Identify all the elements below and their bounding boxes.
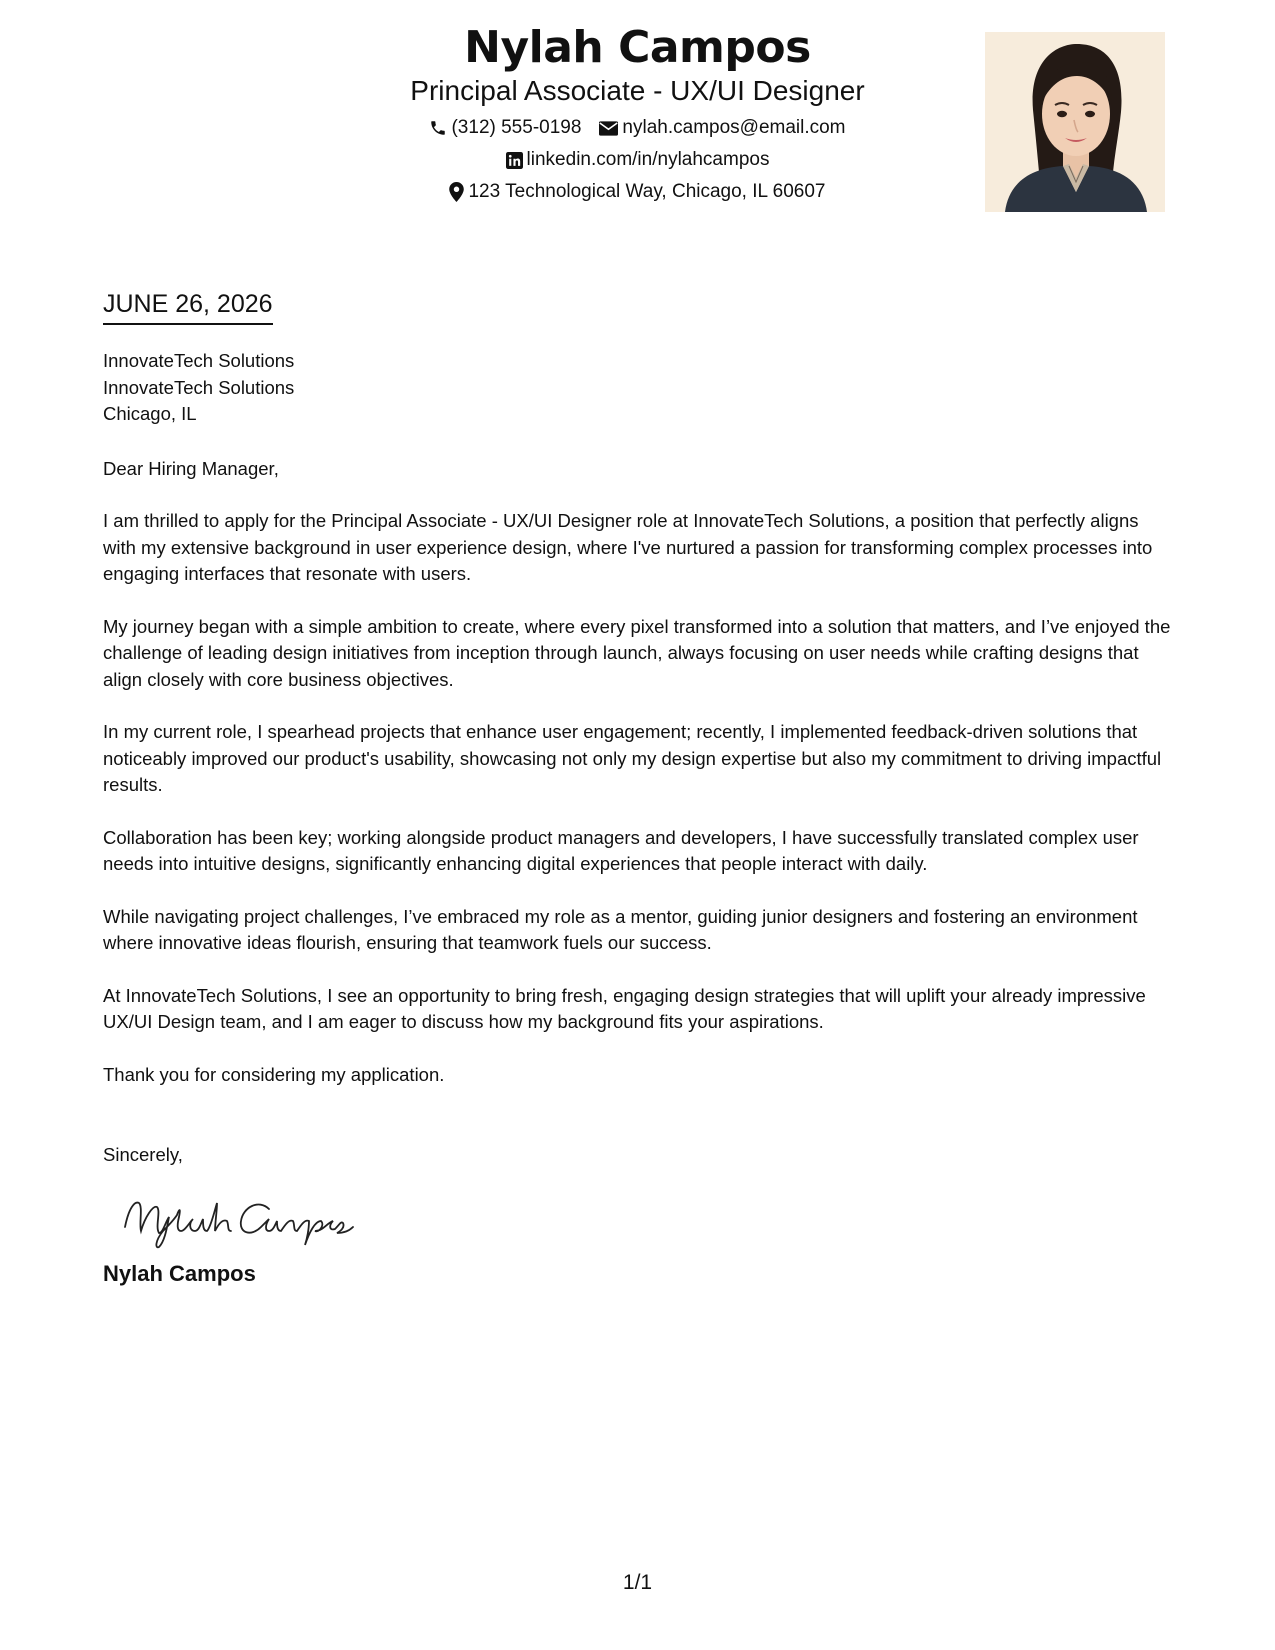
phone-icon [429, 119, 447, 137]
linkedin-contact[interactable] [506, 148, 770, 172]
phone-text: (312) 555-0198 [451, 117, 582, 138]
body-paragraph: My journey began with a simple ambition to create, where every pixel transformed into a solution that matters, and I’ve enjoyed the challenge of leading design initiatives from inception through launch, always focusing on user needs while crafting designs that align closely with core business objectives. [103, 615, 1171, 690]
envelope-icon [599, 121, 618, 136]
linkedin-icon [506, 152, 523, 169]
phone-contact [429, 116, 581, 140]
address-text: 123 Technological Way, Chicago, IL 60607 [468, 181, 826, 202]
portrait-illustration [985, 32, 1165, 212]
email-contact[interactable] [599, 116, 845, 140]
email-link[interactable]: nylah.campos@email.com [622, 117, 846, 138]
page-number: 1/1 [622, 1571, 653, 1594]
profile-photo [985, 32, 1165, 212]
greeting: Dear Hiring Manager, [103, 457, 279, 479]
recipient-line: Chicago, IL [103, 403, 197, 424]
recipient-line: InnovateTech Solutions [103, 350, 295, 371]
body-paragraph: While navigating project challenges, I’ve embraced my role as a mentor, guiding junior designers and fostering an environment where innovative ideas flourish, ensuring that teamwork fuels our success. [103, 905, 1138, 953]
body-paragraph: At InnovateTech Solutions, I see an opportunity to bring fresh, engaging design strategies that will uplift your already impressive UX/UI Design team, and I am eager to discuss how my background fits your aspirations. [103, 984, 1146, 1032]
applicant-name: Nylah Campos [464, 22, 811, 73]
signatory-name: Nylah Campos [103, 1260, 256, 1286]
date-block [103, 288, 273, 325]
thanks-line: Thank you for considering my application. [103, 1063, 445, 1085]
closing: Sincerely, [103, 1144, 183, 1165]
address-contact [449, 180, 825, 204]
recipient-address [103, 348, 1173, 428]
recipient-line: InnovateTech Solutions [103, 376, 295, 398]
linkedin-link[interactable]: linkedin.com/in/nylahcampos [526, 149, 770, 170]
body-paragraph: I am thrilled to apply for the Principal Associate - UX/UI Designer role at InnovateTech Solutions, a position that perfectly aligns with my extensive background in user experience design, where I've nurtured a passion for transforming complex processes into engaging interfaces that resonate with users. [103, 510, 1153, 584]
letter-body [103, 348, 1173, 1289]
signature-drawing [119, 1187, 359, 1251]
body-paragraph: Collaboration has been key; working alongside product managers and developers, I have successfully translated complex user needs into intuitive designs, significantly enhancing digital experiences that people interact with daily. [103, 826, 1139, 874]
body-paragraph: In my current role, I spearhead projects that enhance user engagement; recently, I implemented feedback-driven solutions that noticeably improved our product's usability, showcasing not only my design expertise but also my commitment to driving impactful results. [103, 721, 1162, 795]
handwritten-signature [119, 1187, 1173, 1251]
job-title: Principal Associate - UX/UI Designer [410, 75, 865, 106]
map-pin-icon [449, 182, 464, 202]
letter-date: JUNE 26, 2026 [103, 288, 273, 325]
